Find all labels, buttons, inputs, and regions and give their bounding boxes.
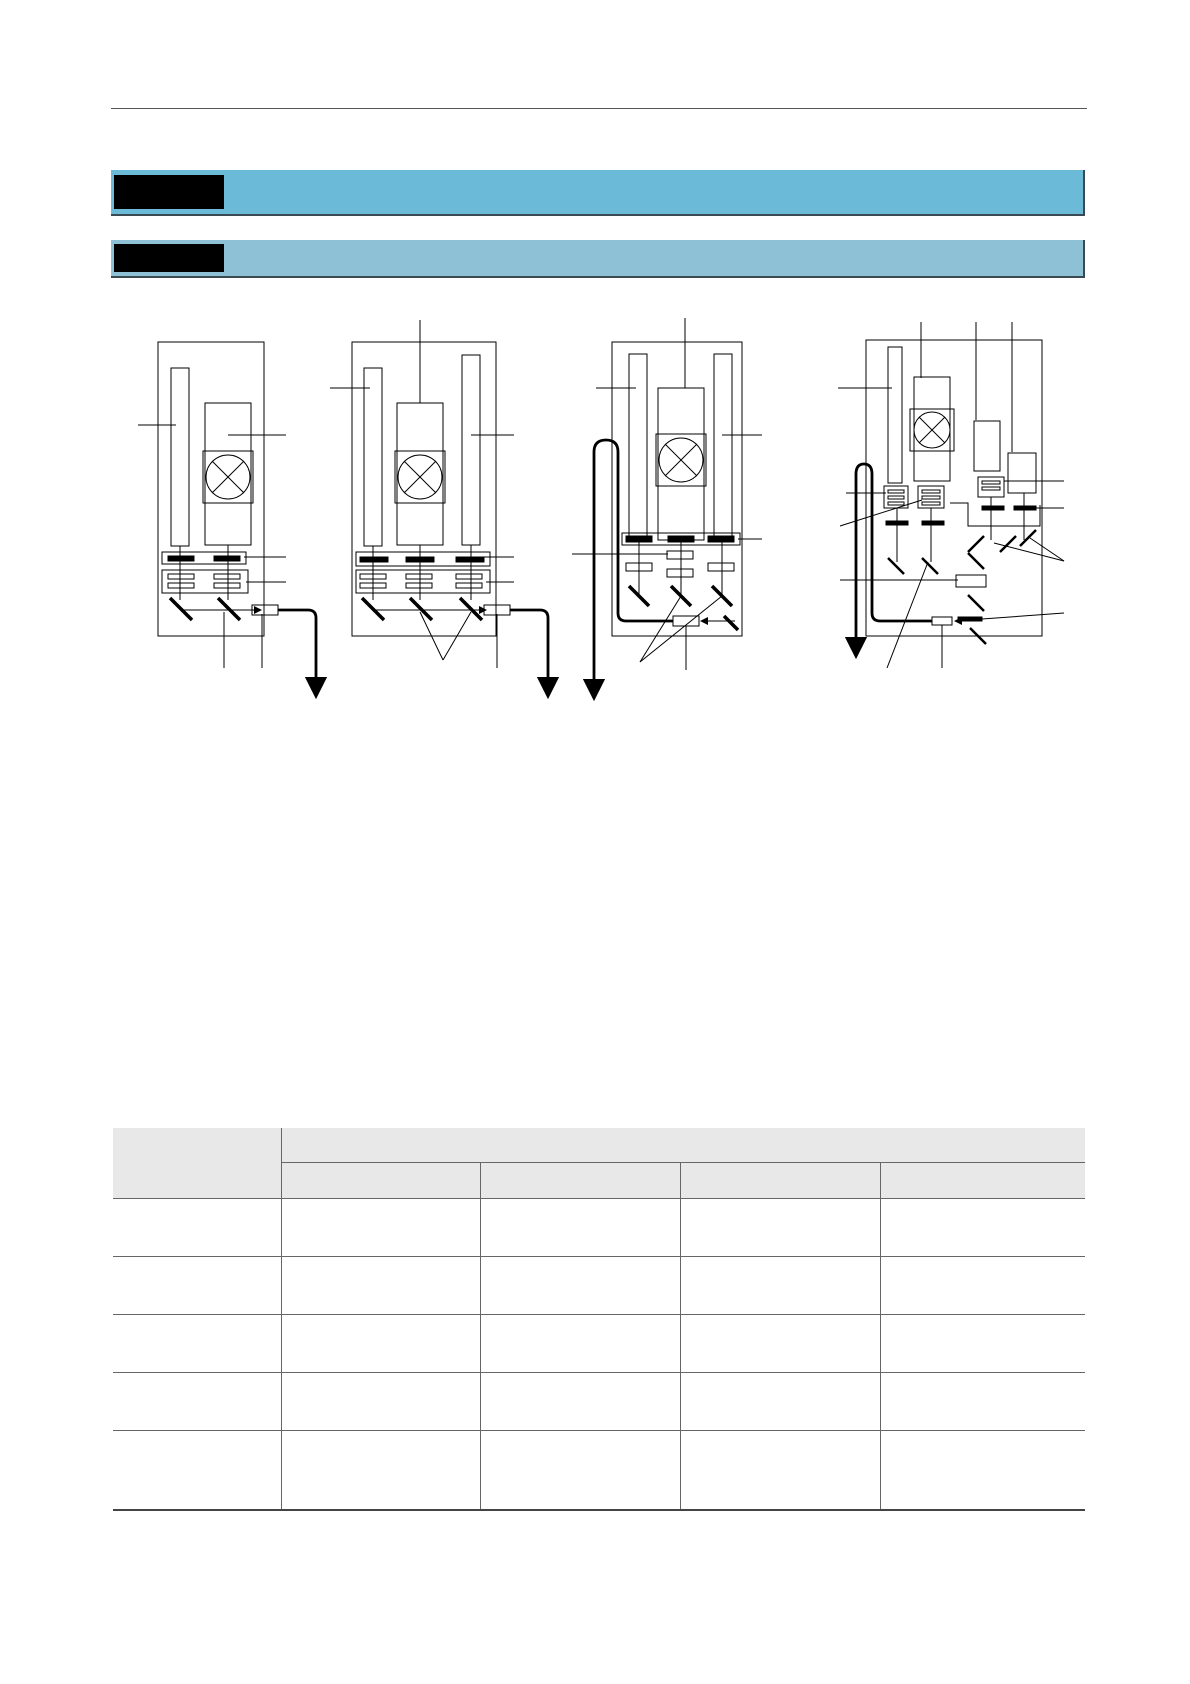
row-label: [113, 1199, 282, 1257]
lamp-icon: [910, 409, 954, 451]
table-cell: [481, 1431, 681, 1511]
diagram-1: [138, 342, 316, 688]
group-header: [282, 1128, 1086, 1163]
lamp-icon: [656, 434, 706, 486]
table-row: [113, 1199, 1085, 1257]
table-cell: [881, 1373, 1086, 1431]
spec-table: [113, 1128, 1085, 1511]
diagram-4: [838, 322, 1064, 668]
section-tag: [114, 175, 224, 209]
table-cell: [881, 1431, 1086, 1511]
column-header: [282, 1163, 481, 1199]
table-cell: [881, 1199, 1086, 1257]
lamp-icon: [395, 451, 445, 503]
lamp-icon: [203, 451, 253, 503]
table-cell: [282, 1373, 481, 1431]
subsection-bar: [111, 240, 1085, 278]
table-cell: [481, 1199, 681, 1257]
row-label: [113, 1315, 282, 1373]
table-cell: [481, 1257, 681, 1315]
table-cell: [481, 1315, 681, 1373]
optical-path-diagrams: [0, 300, 1190, 720]
row-label: [113, 1373, 282, 1431]
table-cell: [681, 1199, 881, 1257]
column-header: [481, 1163, 681, 1199]
table-cell: [681, 1431, 881, 1511]
diagram-3: [572, 318, 762, 690]
subsection-tag: [114, 244, 224, 272]
table-cell: [481, 1373, 681, 1431]
table-cell: [681, 1373, 881, 1431]
row-label: [113, 1257, 282, 1315]
table-row: [113, 1431, 1085, 1511]
row-label: [113, 1431, 282, 1511]
table-cell: [681, 1315, 881, 1373]
table-cell: [282, 1431, 481, 1511]
diagram-2: [330, 320, 548, 688]
table-row: [113, 1257, 1085, 1315]
table-cell: [282, 1257, 481, 1315]
section-bar: [111, 170, 1085, 216]
table-row: [113, 1315, 1085, 1373]
table-cell: [282, 1199, 481, 1257]
header-rule: [111, 108, 1087, 109]
table-cell: [881, 1257, 1086, 1315]
table-cell: [681, 1257, 881, 1315]
column-header: [681, 1163, 881, 1199]
table-cell: [881, 1315, 1086, 1373]
table-row: [113, 1373, 1085, 1431]
row-header: [113, 1128, 282, 1199]
table-cell: [282, 1315, 481, 1373]
column-header: [881, 1163, 1086, 1199]
